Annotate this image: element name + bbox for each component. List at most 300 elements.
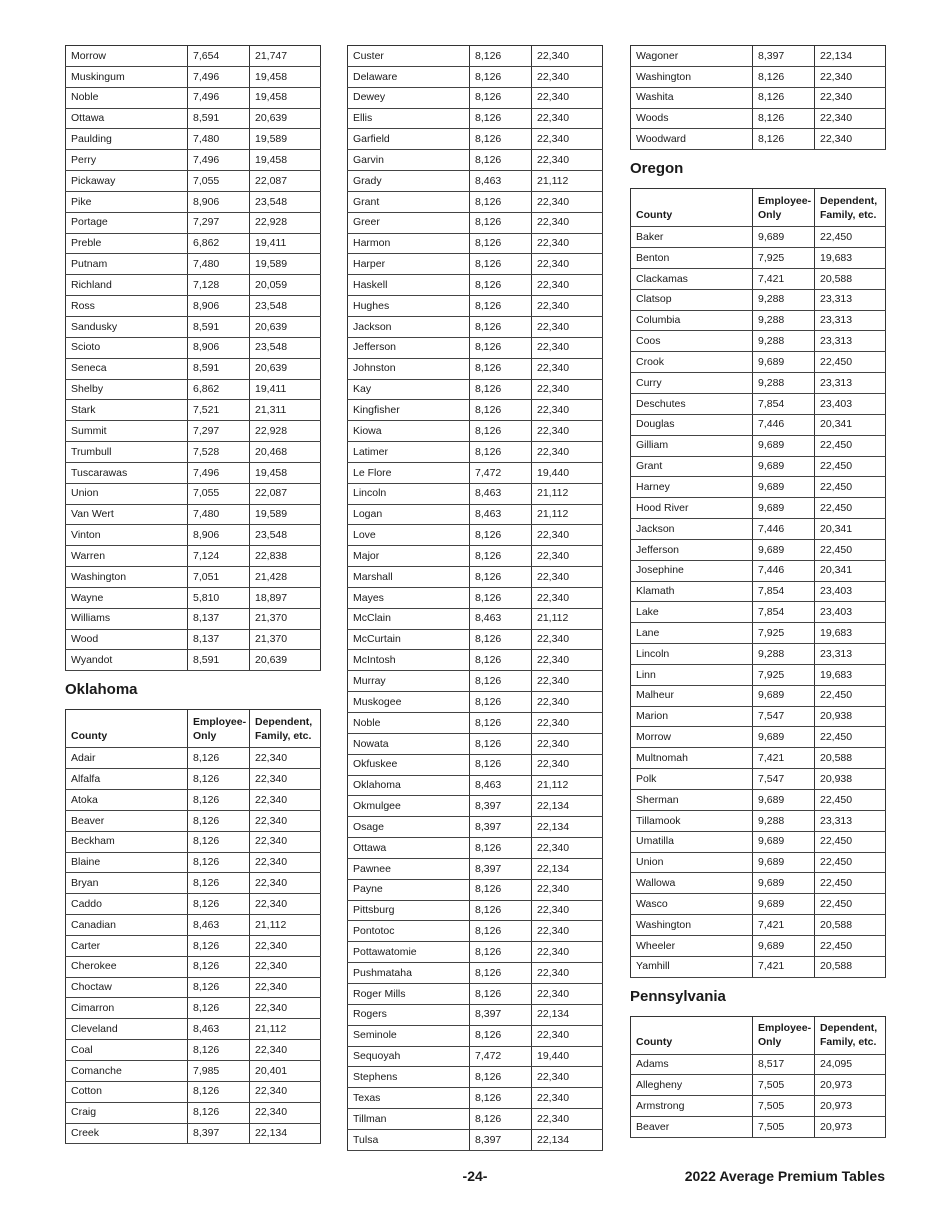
dependent-cell: 20,639 [250, 358, 321, 379]
table-row [66, 171, 321, 192]
dependent-cell: 22,340 [250, 1102, 321, 1123]
table-row [66, 769, 321, 790]
table-row [348, 150, 603, 171]
table-row [66, 525, 321, 546]
dependent-header: Dependent, Family, etc. [815, 1016, 886, 1054]
page-number: -24- [462, 1168, 488, 1184]
employee-only-cell: 7,547 [753, 769, 815, 790]
county-cell: Garfield [348, 129, 470, 150]
employee-only-cell: 8,126 [470, 754, 532, 775]
dependent-cell: 22,340 [815, 108, 886, 129]
table-row [66, 1040, 321, 1061]
employee-only-cell: 7,985 [188, 1060, 250, 1081]
employee-only-cell: 8,126 [470, 400, 532, 421]
employee-only-cell: 9,689 [753, 894, 815, 915]
county-cell: Okmulgee [348, 796, 470, 817]
table-row [348, 796, 603, 817]
table-row [66, 810, 321, 831]
county-cell: Curry [631, 373, 753, 394]
county-cell: Kingfisher [348, 400, 470, 421]
county-cell: Van Wert [66, 504, 188, 525]
county-cell: Lane [631, 623, 753, 644]
county-cell: Yamhill [631, 956, 753, 977]
table-row [631, 129, 886, 150]
table-row [66, 587, 321, 608]
table-row [66, 442, 321, 463]
county-cell: Noble [348, 713, 470, 734]
employee-only-cell: 8,906 [188, 337, 250, 358]
table-row [66, 831, 321, 852]
dependent-cell: 22,928 [250, 212, 321, 233]
employee-only-cell: 7,051 [188, 567, 250, 588]
dependent-cell: 22,340 [532, 525, 603, 546]
county-cell: Choctaw [66, 977, 188, 998]
dependent-cell: 23,313 [815, 331, 886, 352]
dependent-cell: 22,340 [532, 108, 603, 129]
county-cell: Creek [66, 1123, 188, 1144]
dependent-cell: 20,341 [815, 519, 886, 540]
table-row [631, 894, 886, 915]
county-cell: Hughes [348, 296, 470, 317]
table-row [66, 956, 321, 977]
dependent-cell: 20,639 [250, 316, 321, 337]
county-cell: Kiowa [348, 421, 470, 442]
employee-only-cell: 8,126 [470, 650, 532, 671]
employee-only-cell: 8,126 [470, 66, 532, 87]
dependent-cell: 23,403 [815, 602, 886, 623]
county-cell: Union [631, 852, 753, 873]
employee-only-cell: 9,288 [753, 644, 815, 665]
employee-only-header: Employee- Only [753, 189, 815, 227]
table-row [348, 1025, 603, 1046]
table-row [631, 769, 886, 790]
county-cell: Pike [66, 191, 188, 212]
premium-table [630, 1016, 886, 1138]
county-cell: Delaware [348, 66, 470, 87]
table-row [348, 692, 603, 713]
county-cell: Josephine [631, 560, 753, 581]
county-cell: Hood River [631, 498, 753, 519]
county-cell: Latimer [348, 442, 470, 463]
employee-only-cell: 7,055 [188, 171, 250, 192]
table-row [631, 810, 886, 831]
employee-only-cell: 9,689 [753, 790, 815, 811]
county-cell: Union [66, 483, 188, 504]
county-cell: Pittsburg [348, 900, 470, 921]
employee-only-cell: 9,689 [753, 539, 815, 560]
employee-only-cell: 8,126 [470, 87, 532, 108]
employee-only-cell: 7,854 [753, 602, 815, 623]
dependent-cell: 23,548 [250, 337, 321, 358]
table-row [348, 46, 603, 67]
table-row [631, 727, 886, 748]
county-cell: Beaver [66, 810, 188, 831]
employee-only-cell: 8,126 [470, 900, 532, 921]
employee-only-cell: 8,126 [470, 546, 532, 567]
county-cell: Ottawa [348, 838, 470, 859]
table-row [631, 1117, 886, 1138]
county-cell: Clackamas [631, 268, 753, 289]
employee-only-cell: 9,689 [753, 873, 815, 894]
table-row [631, 456, 886, 477]
employee-only-cell: 7,480 [188, 504, 250, 525]
county-cell: Putnam [66, 254, 188, 275]
dependent-cell: 19,458 [250, 66, 321, 87]
county-cell: Logan [348, 504, 470, 525]
county-cell: Williams [66, 608, 188, 629]
employee-only-cell: 8,126 [188, 831, 250, 852]
county-cell: Crook [631, 352, 753, 373]
table-row [348, 983, 603, 1004]
county-cell: Sandusky [66, 316, 188, 337]
dependent-cell: 22,340 [532, 129, 603, 150]
dependent-cell: 19,458 [250, 87, 321, 108]
employee-only-cell: 7,421 [753, 748, 815, 769]
county-cell: Linn [631, 664, 753, 685]
table-row [631, 331, 886, 352]
county-cell: Multnomah [631, 748, 753, 769]
dependent-cell: 22,340 [532, 66, 603, 87]
dependent-cell: 22,450 [815, 852, 886, 873]
county-cell: Craig [66, 1102, 188, 1123]
table-row [66, 233, 321, 254]
employee-only-cell: 8,126 [470, 983, 532, 1004]
employee-only-cell: 7,446 [753, 414, 815, 435]
employee-only-header: Employee- Only [188, 710, 250, 748]
county-cell: Seminole [348, 1025, 470, 1046]
county-cell: Lincoln [631, 644, 753, 665]
employee-only-cell: 7,496 [188, 66, 250, 87]
county-cell: Pawnee [348, 858, 470, 879]
dependent-cell: 23,548 [250, 525, 321, 546]
county-cell: Wagoner [631, 46, 753, 67]
table-row [348, 921, 603, 942]
employee-only-cell: 7,472 [470, 1046, 532, 1067]
employee-only-cell: 8,126 [188, 977, 250, 998]
county-header: County [631, 1016, 753, 1054]
table-row [631, 831, 886, 852]
employee-only-cell: 7,925 [753, 664, 815, 685]
county-cell: Le Flore [348, 462, 470, 483]
employee-only-cell: 8,397 [188, 1123, 250, 1144]
column-2 [347, 45, 603, 1151]
employee-only-cell: 8,126 [470, 337, 532, 358]
dependent-cell: 20,639 [250, 108, 321, 129]
table-row [348, 254, 603, 275]
premium-table [630, 45, 886, 150]
employee-only-cell: 7,480 [188, 129, 250, 150]
county-cell: Stark [66, 400, 188, 421]
table-row [348, 713, 603, 734]
employee-only-cell: 7,055 [188, 483, 250, 504]
dependent-cell: 22,340 [532, 337, 603, 358]
county-cell: Wood [66, 629, 188, 650]
table-row [66, 998, 321, 1019]
employee-only-cell: 8,126 [753, 87, 815, 108]
employee-only-cell: 7,297 [188, 421, 250, 442]
employee-only-cell: 8,126 [188, 1102, 250, 1123]
dependent-cell: 22,450 [815, 435, 886, 456]
table-row [631, 935, 886, 956]
county-cell: Washita [631, 87, 753, 108]
table-row [631, 664, 886, 685]
employee-only-cell: 8,126 [470, 713, 532, 734]
dependent-cell: 22,340 [250, 977, 321, 998]
table-row [66, 873, 321, 894]
employee-only-cell: 8,126 [470, 296, 532, 317]
county-cell: Polk [631, 769, 753, 790]
county-cell: Osage [348, 817, 470, 838]
county-cell: Coos [631, 331, 753, 352]
county-cell: Carter [66, 935, 188, 956]
county-cell: Clatsop [631, 289, 753, 310]
table-row [348, 233, 603, 254]
table-row [348, 1129, 603, 1150]
county-cell: Benton [631, 248, 753, 269]
dependent-cell: 22,340 [532, 442, 603, 463]
county-cell: Stephens [348, 1067, 470, 1088]
employee-only-cell: 9,689 [753, 852, 815, 873]
county-cell: Oklahoma [348, 775, 470, 796]
employee-only-cell: 8,591 [188, 316, 250, 337]
dependent-cell: 21,112 [532, 483, 603, 504]
table-header-row [631, 189, 886, 227]
dependent-cell: 22,340 [532, 212, 603, 233]
employee-only-cell: 8,126 [188, 873, 250, 894]
employee-only-cell: 8,126 [470, 838, 532, 859]
county-cell: Ross [66, 296, 188, 317]
table-row [348, 504, 603, 525]
table-row [631, 248, 886, 269]
dependent-header: Dependent, Family, etc. [815, 189, 886, 227]
employee-only-cell: 8,126 [470, 191, 532, 212]
dependent-cell: 22,340 [250, 748, 321, 769]
dependent-cell: 22,340 [532, 629, 603, 650]
dependent-cell: 22,340 [532, 1109, 603, 1130]
county-cell: Mayes [348, 587, 470, 608]
dependent-cell: 22,340 [532, 942, 603, 963]
employee-only-cell: 8,126 [753, 108, 815, 129]
employee-only-cell: 6,862 [188, 233, 250, 254]
table-row [66, 275, 321, 296]
county-cell: Shelby [66, 379, 188, 400]
employee-only-cell: 8,397 [470, 796, 532, 817]
county-cell: Harney [631, 477, 753, 498]
employee-only-cell: 8,517 [753, 1054, 815, 1075]
dependent-cell: 21,370 [250, 629, 321, 650]
dependent-cell: 22,340 [532, 316, 603, 337]
employee-only-cell: 8,126 [470, 671, 532, 692]
table-row [348, 108, 603, 129]
dependent-cell: 22,340 [250, 956, 321, 977]
county-cell: Morrow [631, 727, 753, 748]
dependent-cell: 22,450 [815, 352, 886, 373]
dependent-cell: 22,340 [532, 921, 603, 942]
dependent-cell: 20,401 [250, 1060, 321, 1081]
employee-only-cell: 8,126 [470, 275, 532, 296]
table-row [66, 629, 321, 650]
dependent-cell: 19,458 [250, 150, 321, 171]
dependent-cell: 22,340 [250, 998, 321, 1019]
dependent-cell: 22,340 [250, 894, 321, 915]
county-cell: Washington [66, 567, 188, 588]
dependent-cell: 20,341 [815, 414, 886, 435]
employee-only-cell: 8,126 [470, 212, 532, 233]
employee-only-cell: 7,421 [753, 268, 815, 289]
employee-only-cell: 7,421 [753, 956, 815, 977]
county-cell: Tillman [348, 1109, 470, 1130]
dependent-cell: 22,450 [815, 685, 886, 706]
county-cell: Haskell [348, 275, 470, 296]
employee-only-cell: 7,654 [188, 46, 250, 67]
dependent-cell: 22,340 [250, 873, 321, 894]
dependent-cell: 22,340 [532, 296, 603, 317]
county-cell: Ellis [348, 108, 470, 129]
employee-only-cell: 9,288 [753, 810, 815, 831]
dependent-cell: 22,450 [815, 227, 886, 248]
employee-only-cell: 7,505 [753, 1117, 815, 1138]
county-cell: Deschutes [631, 393, 753, 414]
county-cell: Marion [631, 706, 753, 727]
employee-only-cell: 7,446 [753, 560, 815, 581]
dependent-cell: 22,087 [250, 483, 321, 504]
table-row [631, 46, 886, 67]
employee-only-cell: 8,126 [470, 1088, 532, 1109]
dependent-cell: 20,059 [250, 275, 321, 296]
employee-only-cell: 8,126 [470, 525, 532, 546]
dependent-cell: 22,340 [532, 838, 603, 859]
dependent-cell: 20,341 [815, 560, 886, 581]
employee-only-cell: 8,126 [470, 1109, 532, 1130]
county-cell: Rogers [348, 1004, 470, 1025]
county-cell: Okfuskee [348, 754, 470, 775]
table-row [66, 1019, 321, 1040]
premium-table [630, 188, 886, 977]
table-row [66, 748, 321, 769]
dependent-cell: 18,897 [250, 587, 321, 608]
table-row [348, 671, 603, 692]
table-row [348, 942, 603, 963]
county-cell: Major [348, 546, 470, 567]
table-row [348, 191, 603, 212]
county-cell: Columbia [631, 310, 753, 331]
dependent-cell: 20,639 [250, 650, 321, 671]
table-row [631, 956, 886, 977]
table-row [348, 733, 603, 754]
county-cell: Muskogee [348, 692, 470, 713]
table-row [348, 442, 603, 463]
dependent-cell: 22,340 [532, 546, 603, 567]
employee-only-cell: 8,126 [470, 629, 532, 650]
county-cell: Vinton [66, 525, 188, 546]
table-row [631, 66, 886, 87]
premium-table [65, 45, 321, 671]
dependent-cell: 19,589 [250, 504, 321, 525]
employee-only-cell: 8,126 [470, 254, 532, 275]
county-cell: Blaine [66, 852, 188, 873]
county-cell: Douglas [631, 414, 753, 435]
employee-only-cell: 8,137 [188, 629, 250, 650]
table-row [631, 790, 886, 811]
employee-only-cell: 8,126 [753, 66, 815, 87]
dependent-cell: 19,589 [250, 129, 321, 150]
employee-only-cell: 8,126 [188, 1081, 250, 1102]
county-cell: Washington [631, 66, 753, 87]
county-cell: Woods [631, 108, 753, 129]
employee-only-cell: 8,126 [470, 1025, 532, 1046]
dependent-cell: 22,340 [532, 983, 603, 1004]
county-cell: Johnston [348, 358, 470, 379]
table-row [66, 150, 321, 171]
table-row [348, 483, 603, 504]
dependent-cell: 22,340 [532, 191, 603, 212]
table-row [66, 421, 321, 442]
dependent-cell: 22,134 [532, 1004, 603, 1025]
table-row [631, 268, 886, 289]
table-row [631, 414, 886, 435]
county-cell: Pontotoc [348, 921, 470, 942]
county-cell: Wasco [631, 894, 753, 915]
dependent-cell: 22,340 [532, 900, 603, 921]
dependent-cell: 22,087 [250, 171, 321, 192]
dependent-cell: 23,548 [250, 191, 321, 212]
dependent-cell: 22,340 [250, 810, 321, 831]
county-cell: Dewey [348, 87, 470, 108]
table-row [66, 1123, 321, 1144]
table-row [631, 623, 886, 644]
employee-only-cell: 8,397 [470, 858, 532, 879]
dependent-cell: 22,340 [532, 400, 603, 421]
county-cell: Lincoln [348, 483, 470, 504]
dependent-cell: 22,450 [815, 873, 886, 894]
county-cell: Tuscarawas [66, 462, 188, 483]
employee-only-cell: 9,288 [753, 289, 815, 310]
dependent-cell: 23,403 [815, 393, 886, 414]
table-header-row [66, 710, 321, 748]
employee-only-cell: 8,126 [470, 567, 532, 588]
county-cell: Malheur [631, 685, 753, 706]
county-cell: Cherokee [66, 956, 188, 977]
employee-only-cell: 7,925 [753, 248, 815, 269]
county-cell: Scioto [66, 337, 188, 358]
table-row [631, 915, 886, 936]
employee-only-cell: 8,126 [188, 769, 250, 790]
table-row [66, 977, 321, 998]
dependent-cell: 22,450 [815, 539, 886, 560]
employee-only-cell: 8,126 [753, 129, 815, 150]
county-cell: Grady [348, 171, 470, 192]
table-row [631, 748, 886, 769]
table-row [348, 754, 603, 775]
county-cell: Woodward [631, 129, 753, 150]
county-cell: Caddo [66, 894, 188, 915]
table-row [66, 1060, 321, 1081]
table-row [348, 171, 603, 192]
table-row [66, 108, 321, 129]
dependent-cell: 22,340 [532, 254, 603, 275]
county-cell: Wheeler [631, 935, 753, 956]
table-row [631, 644, 886, 665]
employee-only-cell: 8,126 [188, 998, 250, 1019]
table-row [631, 108, 886, 129]
table-row [66, 546, 321, 567]
employee-only-cell: 8,463 [470, 504, 532, 525]
dependent-cell: 22,340 [250, 831, 321, 852]
table-row [348, 879, 603, 900]
table-row [631, 227, 886, 248]
employee-only-cell: 7,854 [753, 393, 815, 414]
table-row [348, 316, 603, 337]
